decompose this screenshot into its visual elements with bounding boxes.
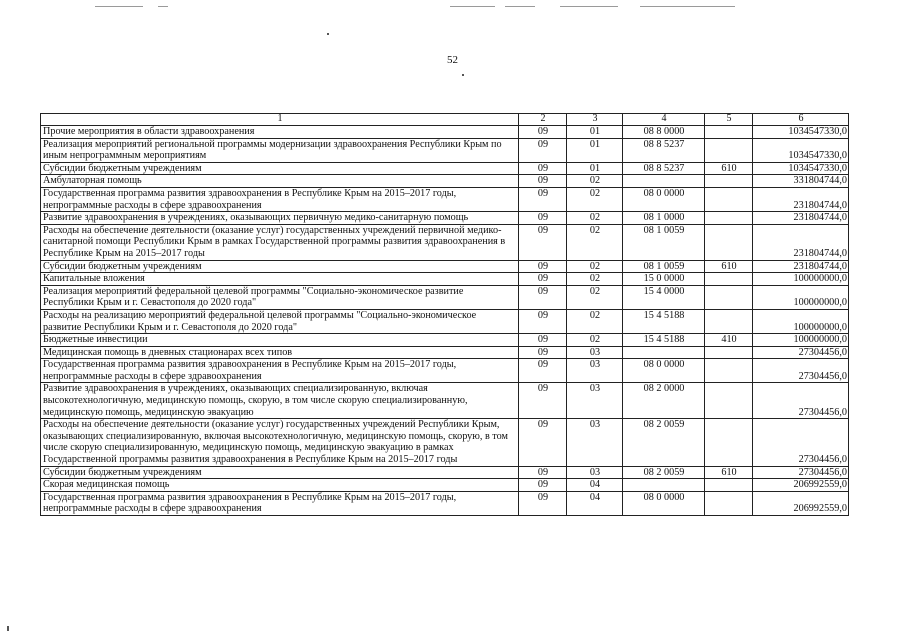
row-code-cell: 02: [567, 224, 623, 260]
row-code-cell: 09: [519, 224, 567, 260]
row-name-cell: Амбулаторная помощь: [41, 175, 519, 188]
row-name-cell: Государственная программа развития здравоохранения в Республике Крым на 2015–2017 годы, непрограммные расходы в сфере здравоохранения: [41, 187, 519, 211]
row-amount-cell: 331804744,0: [753, 175, 849, 188]
row-code-cell: 09: [519, 466, 567, 479]
row-code-cell: 09: [519, 285, 567, 309]
table-header-row: [41, 114, 849, 126]
header-cell: 5: [705, 114, 753, 126]
row-amount-cell: 27304456,0: [753, 466, 849, 479]
row-code-cell: [705, 479, 753, 492]
row-code-cell: 02: [567, 187, 623, 211]
row-code-cell: 09: [519, 419, 567, 466]
row-code-cell: 08 2 0059: [623, 466, 705, 479]
row-name-cell: Субсидии бюджетным учреждениям: [41, 162, 519, 175]
table-row: [41, 359, 849, 383]
row-code-cell: 01: [567, 138, 623, 162]
row-code-cell: [705, 309, 753, 333]
row-code-cell: 01: [567, 162, 623, 175]
row-name-cell: Расходы на реализацию мероприятий федеральной целевой программы "Социально-экономическое развитие Республики Крым и г. Севастополя до 2020 года": [41, 309, 519, 333]
header-cell: 3: [567, 114, 623, 126]
row-name-cell: Капитальные вложения: [41, 273, 519, 286]
row-amount-cell: 100000000,0: [753, 334, 849, 347]
row-name-cell: Развитие здравоохранения в учреждениях, оказывающих первичную медико-санитарную помощь: [41, 212, 519, 225]
row-amount-cell: 27304456,0: [753, 419, 849, 466]
row-name-cell: Субсидии бюджетным учреждениям: [41, 260, 519, 273]
scan-artifact-dot: [462, 74, 464, 76]
row-code-cell: 08 0 0000: [623, 491, 705, 515]
table-row: [41, 383, 849, 419]
row-code-cell: 09: [519, 309, 567, 333]
table-row: [41, 346, 849, 359]
row-amount-cell: 27304456,0: [753, 346, 849, 359]
row-code-cell: [623, 479, 705, 492]
scan-artifact-line: [450, 6, 495, 7]
scan-artifact-line: [95, 6, 143, 7]
row-amount-cell: 1034547330,0: [753, 138, 849, 162]
row-code-cell: 08 1 0059: [623, 224, 705, 260]
row-code-cell: 15 4 0000: [623, 285, 705, 309]
row-name-cell: Государственная программа развития здравоохранения в Республике Крым на 2015–2017 годы, непрограммные расходы в сфере здравоохранения: [41, 359, 519, 383]
row-code-cell: [705, 187, 753, 211]
row-code-cell: 09: [519, 273, 567, 286]
row-code-cell: 410: [705, 334, 753, 347]
row-code-cell: 08 8 5237: [623, 138, 705, 162]
table-row: [41, 309, 849, 333]
scan-artifact-dot: [7, 626, 9, 631]
row-code-cell: 610: [705, 260, 753, 273]
row-code-cell: 02: [567, 260, 623, 273]
row-code-cell: 08 0 0000: [623, 359, 705, 383]
budget-table: [40, 113, 849, 516]
row-amount-cell: 100000000,0: [753, 273, 849, 286]
row-code-cell: 08 2 0000: [623, 383, 705, 419]
header-cell: 1: [41, 114, 519, 126]
row-name-cell: Реализация мероприятий региональной программы модернизации здравоохранения Республики Крым по иным непрограммным мероприятиям: [41, 138, 519, 162]
row-amount-cell: 27304456,0: [753, 359, 849, 383]
header-cell: 4: [623, 114, 705, 126]
row-code-cell: 03: [567, 419, 623, 466]
row-name-cell: Реализация мероприятий федеральной целевой программы "Социально-экономическое развитие Республики Крым и г. Севастополя до 2020 года": [41, 285, 519, 309]
row-code-cell: 08 8 0000: [623, 126, 705, 139]
row-code-cell: 08 0 0000: [623, 187, 705, 211]
row-amount-cell: 231804744,0: [753, 224, 849, 260]
row-code-cell: 08 8 5237: [623, 162, 705, 175]
row-amount-cell: 206992559,0: [753, 491, 849, 515]
row-code-cell: 08 1 0059: [623, 260, 705, 273]
table-row: [41, 187, 849, 211]
row-code-cell: 09: [519, 138, 567, 162]
row-code-cell: 03: [567, 466, 623, 479]
row-code-cell: [623, 346, 705, 359]
table-row: [41, 212, 849, 225]
row-code-cell: 09: [519, 491, 567, 515]
header-cell: 6: [753, 114, 849, 126]
row-amount-cell: 100000000,0: [753, 309, 849, 333]
row-name-cell: Субсидии бюджетным учреждениям: [41, 466, 519, 479]
row-code-cell: 08 1 0000: [623, 212, 705, 225]
row-code-cell: [705, 419, 753, 466]
row-code-cell: 15 0 0000: [623, 273, 705, 286]
scan-artifact-dot: [327, 33, 329, 35]
row-code-cell: 08 2 0059: [623, 419, 705, 466]
row-code-cell: 02: [567, 175, 623, 188]
row-name-cell: Расходы на обеспечение деятельности (оказание услуг) государственных учреждений Республики Крым, оказывающих специализированную, включая высокотехнологичную, медицинскую помощь, скорую, в том числе скорую специализированную, медицинскую помощь, медицинскую эвакуацию в рамках Государственной программы развития здравоохранения в Республике Крым на 2015–2017 годы: [41, 419, 519, 466]
table-row: [41, 273, 849, 286]
row-code-cell: [705, 359, 753, 383]
row-code-cell: [705, 383, 753, 419]
row-code-cell: [705, 224, 753, 260]
row-amount-cell: 1034547330,0: [753, 162, 849, 175]
row-amount-cell: 231804744,0: [753, 260, 849, 273]
row-name-cell: Расходы на обеспечение деятельности (оказание услуг) государственных учреждений первичной медико-санитарной помощи Республики Крым в рамках Государственной программы развития здравоохранения в Республике Крым на 2015–2017 годы: [41, 224, 519, 260]
row-code-cell: 03: [567, 383, 623, 419]
row-amount-cell: 27304456,0: [753, 383, 849, 419]
row-code-cell: [705, 138, 753, 162]
row-code-cell: 09: [519, 212, 567, 225]
row-code-cell: 03: [567, 346, 623, 359]
row-name-cell: Прочие мероприятия в области здравоохранения: [41, 126, 519, 139]
row-code-cell: 02: [567, 273, 623, 286]
scan-artifact-line: [505, 6, 535, 7]
row-code-cell: 09: [519, 260, 567, 273]
scan-artifact-line: [640, 6, 735, 7]
scan-artifact-line: [560, 6, 618, 7]
row-amount-cell: 206992559,0: [753, 479, 849, 492]
table-row: [41, 334, 849, 347]
row-code-cell: 09: [519, 383, 567, 419]
table-row: [41, 466, 849, 479]
row-name-cell: Бюджетные инвестиции: [41, 334, 519, 347]
row-code-cell: [705, 491, 753, 515]
table-row: [41, 260, 849, 273]
row-amount-cell: 1034547330,0: [753, 126, 849, 139]
row-name-cell: Медицинская помощь в дневных стационарах всех типов: [41, 346, 519, 359]
page-number: 52: [447, 54, 458, 66]
row-code-cell: [705, 346, 753, 359]
row-code-cell: 09: [519, 126, 567, 139]
row-code-cell: 09: [519, 359, 567, 383]
row-code-cell: 15 4 5188: [623, 334, 705, 347]
row-amount-cell: 231804744,0: [753, 187, 849, 211]
row-code-cell: 09: [519, 175, 567, 188]
row-code-cell: 610: [705, 162, 753, 175]
row-name-cell: Развитие здравоохранения в учреждениях, оказывающих специализированную, включая высокотехнологичную, медицинскую помощь, скорую, в том числе скорую специализированную, медицинскую помощь, медицинскую эвакуацию: [41, 383, 519, 419]
scan-artifact-line: [158, 6, 168, 7]
row-amount-cell: 100000000,0: [753, 285, 849, 309]
row-code-cell: [623, 175, 705, 188]
row-code-cell: 03: [567, 359, 623, 383]
row-code-cell: 02: [567, 334, 623, 347]
table-row: [41, 285, 849, 309]
row-code-cell: [705, 273, 753, 286]
row-code-cell: 02: [567, 309, 623, 333]
row-code-cell: [705, 285, 753, 309]
table-row: [41, 479, 849, 492]
row-code-cell: 610: [705, 466, 753, 479]
row-code-cell: 09: [519, 479, 567, 492]
table-row: [41, 126, 849, 139]
row-code-cell: 02: [567, 285, 623, 309]
row-name-cell: Скорая медицинская помощь: [41, 479, 519, 492]
header-cell: 2: [519, 114, 567, 126]
table-row: [41, 224, 849, 260]
row-name-cell: Государственная программа развития здравоохранения в Республике Крым на 2015–2017 годы, непрограммные расходы в сфере здравоохранения: [41, 491, 519, 515]
row-code-cell: 04: [567, 491, 623, 515]
row-code-cell: [705, 212, 753, 225]
row-code-cell: 15 4 5188: [623, 309, 705, 333]
table-row: [41, 175, 849, 188]
table-row: [41, 491, 849, 515]
table-row: [41, 138, 849, 162]
row-code-cell: 09: [519, 162, 567, 175]
row-code-cell: [705, 175, 753, 188]
table-row: [41, 419, 849, 466]
row-code-cell: 01: [567, 126, 623, 139]
row-code-cell: 04: [567, 479, 623, 492]
row-code-cell: [705, 126, 753, 139]
row-code-cell: 09: [519, 346, 567, 359]
row-code-cell: 09: [519, 334, 567, 347]
table-row: [41, 162, 849, 175]
row-amount-cell: 231804744,0: [753, 212, 849, 225]
row-code-cell: 02: [567, 212, 623, 225]
row-code-cell: 09: [519, 187, 567, 211]
